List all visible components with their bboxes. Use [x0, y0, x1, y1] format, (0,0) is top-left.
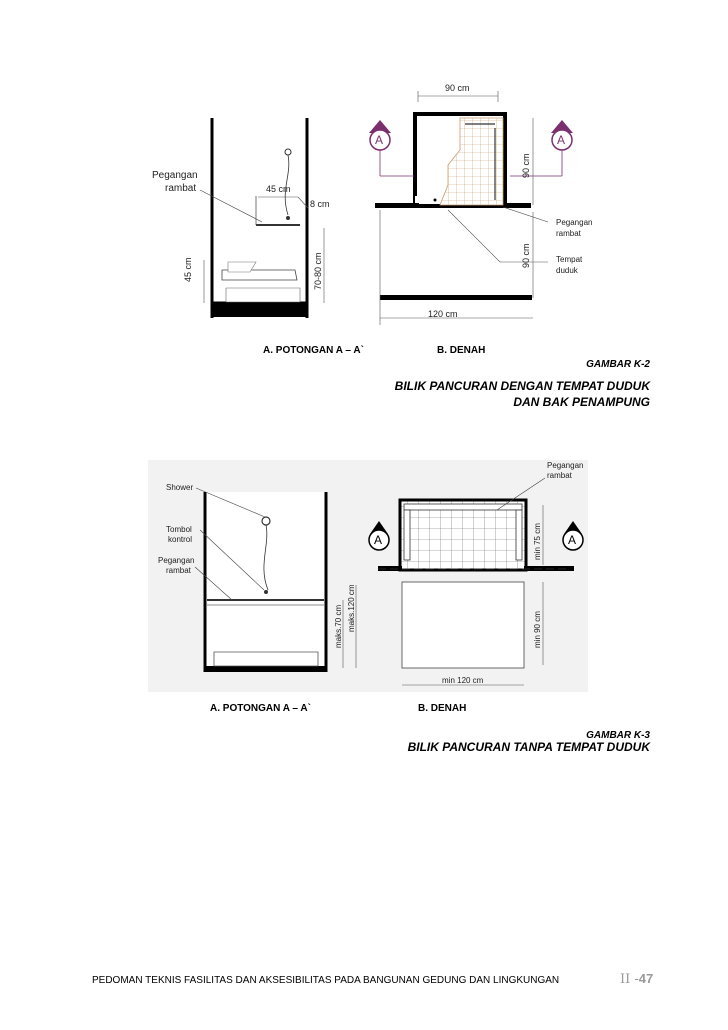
k3-label-rambat: rambat: [166, 566, 191, 575]
k3-dim-min120: min 120 cm: [442, 676, 484, 685]
k3-dim-min90: min 90 cm: [533, 611, 542, 648]
k2-title-line2: DAN BAK PENAMPUNG: [513, 395, 650, 409]
k2-caption-denah: B. DENAH: [437, 345, 486, 356]
k3-gambar-label: GAMBAR K-3: [586, 730, 650, 741]
k3-label-shower: Shower: [166, 483, 194, 492]
k3-dim-min75: min 75 cm: [533, 523, 542, 560]
k2-marker-left-label: A: [375, 133, 384, 147]
k2-plan-label-tempat: Tempat: [556, 255, 583, 264]
k3-label-kontrol: kontrol: [168, 535, 193, 544]
k2-dim-45cm: 45 cm: [266, 184, 291, 194]
footer-text: PEDOMAN TEKNIS FASILITAS DAN AKSESIBILITAS PADA BANGUNAN GEDUNG DAN LINGKUNGAN: [92, 975, 560, 986]
k2-marker-right-label: A: [557, 133, 566, 147]
k2-dim-70-80cm: 70-80 cm: [313, 252, 323, 290]
k3-label-tombol: Tombol: [166, 525, 192, 534]
k3-caption-potongan: A. POTONGAN A – A`: [210, 703, 311, 714]
k3-caption-denah: B. DENAH: [418, 703, 467, 714]
k2-dim-90cm-right-bottom: 90 cm: [521, 243, 531, 268]
k2-title-line1: BILIK PANCURAN DENGAN TEMPAT DUDUK: [394, 379, 650, 393]
k2-section-drawing: [200, 118, 324, 318]
k2-dim-120cm: 120 cm: [428, 309, 458, 319]
k3-dim-maks120: maks.120 cm: [347, 584, 356, 632]
page-number-prefix: II -: [620, 972, 639, 987]
k2-plan-label-rambat: rambat: [556, 229, 581, 238]
k2-dim-45cm-vertical: 45 cm: [183, 257, 193, 282]
k2-gambar-label: GAMBAR K-2: [586, 359, 650, 370]
k3-marker-left-label: A: [374, 533, 383, 547]
k2-marker-left: [369, 120, 414, 176]
k3-title: BILIK PANCURAN TANPA TEMPAT DUDUK: [407, 740, 650, 754]
k2-label-pegangan: Pegangan: [152, 170, 198, 181]
k3-plan-label-rambat: rambat: [547, 471, 572, 480]
k2-dim-90cm-top: 90 cm: [445, 83, 470, 93]
k3-label-pegangan: Pegangan: [158, 556, 195, 565]
k2-caption-potongan: A. POTONGAN A – A`: [263, 345, 364, 356]
k3-plan-label-pegangan: Pegangan: [547, 461, 584, 470]
page-number-value: 47: [638, 971, 654, 986]
k2-plan-label-duduk: duduk: [556, 266, 578, 275]
page-number: [620, 971, 653, 987]
k2-plan-drawing: [369, 91, 573, 325]
k2-marker-right: [510, 120, 573, 176]
k2-dim-90cm-right-top: 90 cm: [521, 153, 531, 178]
k2-plan-label-pegangan: Pegangan: [556, 218, 593, 227]
k2-dim-8cm: 8 cm: [310, 199, 330, 209]
k3-dim-maks70: maks.70 cm: [334, 604, 343, 648]
k3-marker-right-label: A: [568, 533, 577, 547]
k2-label-rambat: rambat: [165, 183, 197, 194]
